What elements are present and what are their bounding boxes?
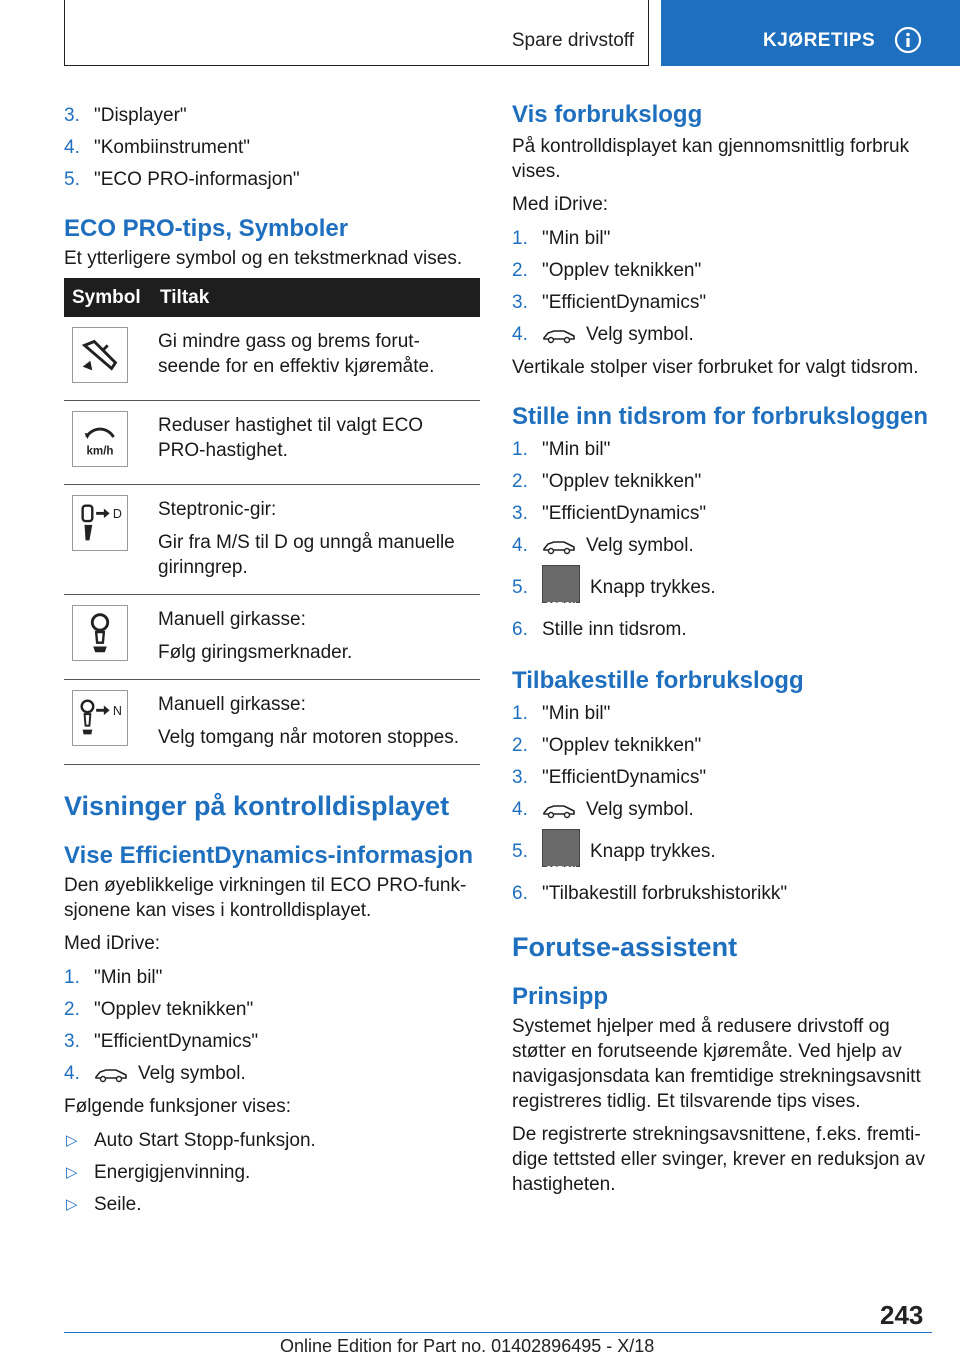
log-idrive: Med iDrive: — [512, 194, 609, 215]
header-section-title: Spare drivstoff — [511, 30, 634, 51]
option-button-icon: OPTION — [542, 829, 580, 867]
car-symbol-icon — [542, 326, 576, 344]
log-intro: På kontrolldisplayet kan gjennomsnittlig forbruk vises. — [512, 136, 910, 182]
header-chapter-title: KJØRETIPS — [763, 30, 876, 51]
list-item: 6. Stille inn tidsrom. — [512, 619, 687, 640]
table-row: N Manuell girkasse: Velg tomgang når motoren stoppes. — [64, 680, 480, 765]
list-item: 4. Velg symbol. — [512, 324, 694, 345]
principle-paragraph-2: De registrerte strekningsavsnittene, f.eks. fremtidige tettsted eller svinger, krever en reduksjon av hastigheten. — [512, 1124, 925, 1195]
ed-idrive: Med iDrive: — [64, 933, 161, 954]
car-symbol-icon — [542, 801, 576, 819]
left-column — [64, 100, 480, 1221]
header-section-tab — [64, 0, 649, 66]
table-header-action: Tiltak — [152, 278, 480, 317]
table-row: Manuell girkasse: Følg giringsmerknader. — [64, 595, 480, 680]
list-item: 4. Velg symbol. — [512, 799, 694, 820]
speedometer-kmh-icon — [72, 411, 128, 467]
list-item: 2. "Opplev teknikken" — [512, 735, 702, 756]
ed-intro: Den øyeblikkelige virkningen til ECO PRO-funksjonene kan vises i kontrolldisplayet. — [64, 875, 467, 921]
svg-text:D: D — [112, 507, 122, 522]
list-item: 4. "Kombiinstrument" — [64, 137, 251, 158]
log-heading: Vis forbrukslogg — [512, 101, 703, 128]
eco-tips-table — [64, 278, 480, 765]
displays-heading: Visninger på kontrolldisplayet — [64, 791, 450, 821]
principle-paragraph-1: Systemet hjelper med å redusere drivstoff og støtter en forutseende kjøremåte. Ved hjelp av navigasjonsdata kan fremtidige strekningsavsnitt registreres tidlig. Et tilsvarende tips vises. — [512, 1016, 921, 1112]
ed-heading: Vise EfficientDynamics-informasjon — [64, 842, 474, 869]
footer-edition: Online Edition for Part no. 01402896495 - X/18 — [280, 1336, 655, 1356]
table-row: Gi mindre gass og brems forutseende for en effektiv kjøremåte. — [64, 317, 480, 401]
table-row: D Steptronic-gir: Gir fra M/S til D og unngå manuelle girinngrep. — [64, 485, 480, 595]
list-item: 2. "Opplev teknikken" — [512, 260, 702, 281]
list-item: ▷ Energigjenvinning. — [66, 1162, 251, 1183]
ed-follow: Følgende funksjoner vises: — [64, 1096, 292, 1117]
reset-heading: Tilbakestille forbrukslogg — [512, 667, 804, 694]
car-symbol-icon — [94, 1065, 128, 1083]
header-chapter-tab — [661, 0, 960, 66]
footer-divider — [64, 1332, 932, 1333]
ed-steps-list — [64, 962, 480, 1090]
list-item: 3. "EfficientDynamics" — [512, 767, 707, 788]
list-item: 1. "Min bil" — [64, 967, 163, 988]
list-item: 1. "Min bil" — [512, 228, 611, 249]
list-item: 3. "EfficientDynamics" — [512, 503, 707, 524]
log-steps-list — [512, 223, 932, 351]
list-item: 4. Velg symbol. — [512, 535, 694, 556]
list-item: 5. OPTION Knapp trykkes. — [512, 562, 932, 614]
list-item: 3. "EfficientDynamics" — [512, 292, 707, 313]
list-item: 2. "Opplev teknikken" — [512, 471, 702, 492]
gear-lever-to-d-icon — [72, 495, 128, 551]
option-button-icon: OPTION — [542, 565, 580, 603]
list-item: 3. "Displayer" — [64, 105, 187, 126]
eco-tips-heading: ECO PRO-tips, Symboler — [64, 215, 349, 242]
list-item: ▷ Auto Start Stopp-funksjon. — [66, 1130, 316, 1151]
table-header-symbol: Symbol — [64, 278, 152, 317]
gear-lever-to-n-icon — [72, 690, 128, 746]
principle-heading: Prinsipp — [512, 983, 609, 1010]
info-icon — [894, 26, 922, 54]
list-item: 6. "Tilbakestill forbrukshistorikk" — [512, 883, 788, 904]
display-steps-list — [64, 100, 480, 196]
period-heading: Stille inn tidsrom for forbruksloggen — [512, 403, 929, 430]
assist-heading: Forutse-assistent — [512, 932, 738, 962]
svg-text:N: N — [112, 704, 122, 719]
list-item: 1. "Min bil" — [512, 439, 611, 460]
list-item: 3. "EfficientDynamics" — [64, 1031, 259, 1052]
manual-gear-lever-icon — [72, 605, 128, 661]
right-column — [512, 100, 932, 1197]
svg-text:km/h: km/h — [86, 445, 114, 458]
car-symbol-icon — [542, 537, 576, 555]
foot-pedal-icon — [72, 327, 128, 383]
list-item: ▷ Seile. — [66, 1194, 142, 1215]
reset-steps-list — [512, 698, 932, 910]
log-note: Vertikale stolper viser forbruket for valgt tidsrom. — [512, 357, 919, 378]
list-item: 5. OPTION Knapp trykkes. — [512, 826, 932, 878]
period-steps-list — [512, 434, 932, 646]
list-item: 5. "ECO PRO-informasjon" — [64, 169, 300, 190]
list-item: 2. "Opplev teknikken" — [64, 999, 254, 1020]
ed-bullets — [64, 1125, 480, 1221]
list-item: 1. "Min bil" — [512, 703, 611, 724]
table-row: km/h Reduser hastighet til valgt ECO PRO-hastighet. — [64, 401, 480, 485]
page-number: 243 — [880, 1300, 924, 1330]
list-item: 4. Velg symbol. — [64, 1063, 246, 1084]
eco-tips-intro: Et ytterligere symbol og en tekstmerknad vises. — [64, 248, 463, 269]
